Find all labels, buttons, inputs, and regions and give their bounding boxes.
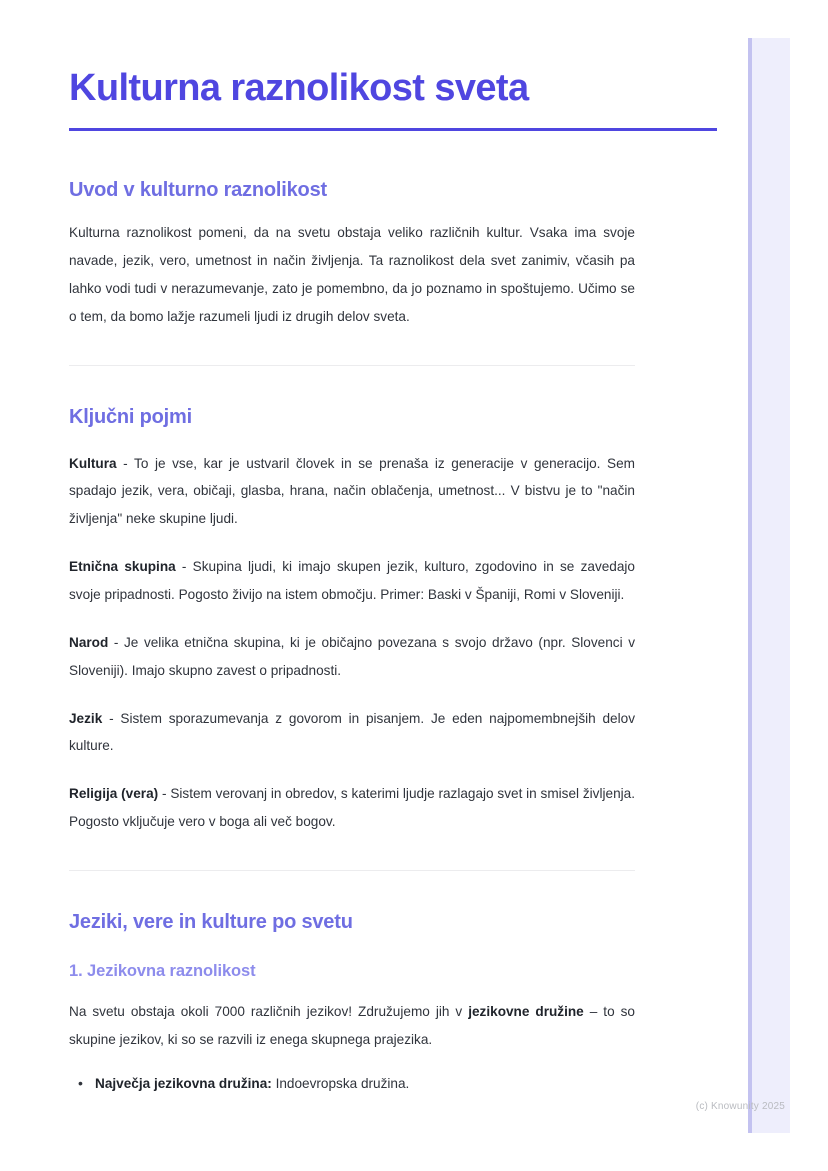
section-heading-intro: Uvod v kulturno raznolikost [69, 179, 327, 202]
list-item-label: Največja jezikovna družina: [95, 1076, 272, 1092]
term-text: - Sistem verovanj in obredov, s katerimi ljudje razlagajo svet in smisel življenja. Pogosto vključuje vero v boga ali več bogov. [69, 786, 635, 830]
term-text: - Skupina ljudi, ki imajo skupen jezik, kulturo, zgodovino in se zavedajo svoje pripadnosti. Pogosto živijo na istem območju. Primer: Baski v Španiji, Romi v Sloveniji. [69, 559, 635, 602]
right-edge-panel [748, 38, 790, 1133]
paragraph-emphasis: jezikovne družine [468, 1004, 584, 1020]
term-label: Etnična skupina [69, 559, 176, 575]
term-definition-kultura [69, 430, 635, 534]
term-definition-jezik [69, 685, 635, 761]
title-underline-rule [69, 128, 717, 131]
language-diversity-paragraph [69, 982, 635, 1054]
term-definition-etnicna-skupina [69, 533, 635, 609]
term-label: Kultura [69, 455, 117, 471]
term-definition-narod [69, 609, 635, 685]
subsection-heading-language-diversity: 1. Jezikovna raznolikost [69, 961, 256, 980]
paragraph-part-one: Na svetu obstaja okoli 7000 različnih jezikov! Združujemo jih v [69, 1004, 469, 1020]
section-heading-key-terms: Ključni pojmi [69, 405, 192, 428]
term-text: - Sistem sporazumevanja z govorom in pisanjem. Je eden najpomembnejših delov kulture. [69, 710, 635, 754]
term-label: Jezik [69, 710, 103, 726]
section-heading-world: Jeziki, vere in kulture po svetu [69, 910, 353, 933]
footer-watermark: (c) Knowunity 2025 [695, 1101, 785, 1112]
term-label: Religija (vera) [69, 786, 159, 802]
intro-paragraph: Kulturna raznolikost pomeni, da na svetu obstaja veliko različnih kultur. Vsaka ima svoje navade, jezik, vero, umetnost in način življenja. Ta raznolikost dela svet zanimiv, včasih pa lahko vodi tudi v nerazumevanje, zato je pomembno, da jo poznamo in spoštujemo. Učimo se o tem, da bomo lažje razumeli ljudi iz drugih delov sveta. [69, 225, 635, 324]
page-title: Kulturna raznolikost sveta [69, 67, 529, 109]
term-label: Narod [69, 634, 109, 650]
list-item [69, 1070, 635, 1097]
language-family-list [69, 1054, 635, 1097]
right-edge-accent-rule [748, 38, 752, 1133]
paragraph-part-two: – to so skupine jezikov, ki so se razvili iz enega skupnega prajezika. [69, 1004, 635, 1048]
document-page [69, 0, 785, 1112]
list-item-text: Indoevropska družina. [271, 1076, 410, 1092]
term-text: - Je velika etnična skupina, ki je običajno povezana s svojo državo (npr. Slovenci v Sloveniji). Imajo skupno zavest o pripadnosti. [69, 634, 635, 678]
term-definition-religija [69, 760, 635, 836]
term-text: - To je vse, kar je ustvaril človek in se prenaša iz generacije v generacijo. Sem spadajo jezik, vera, običaji, glasba, hrana, način oblačenja, umetnost... V bistvu je to "način življenja" neke skupine ljudi. [69, 455, 635, 527]
